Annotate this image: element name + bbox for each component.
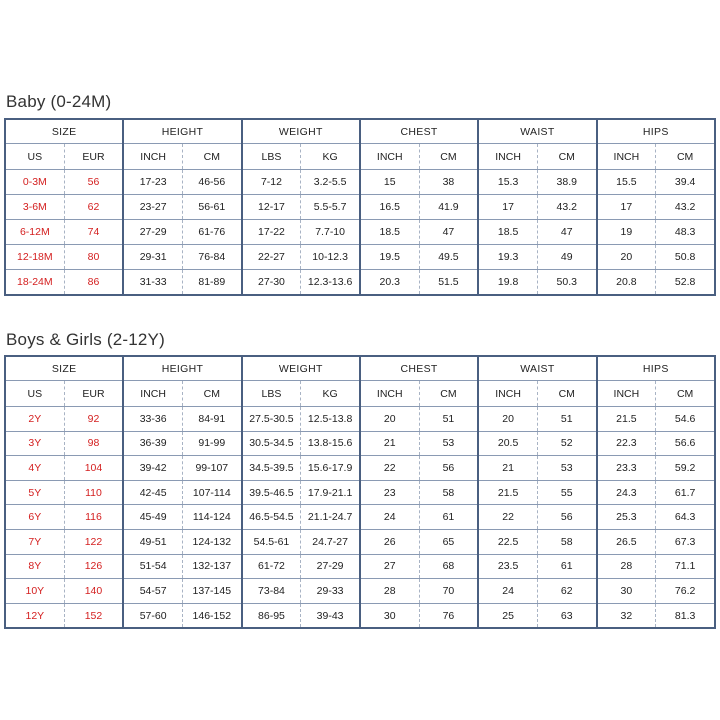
table-row — [5, 554, 715, 579]
measurement-cell: 57-60 — [123, 603, 182, 628]
column-group-header: WAIST — [478, 119, 596, 144]
size-cell: 18-24M — [5, 270, 64, 296]
column-group-header: WEIGHT — [242, 356, 360, 381]
measurement-cell: 10-12.3 — [301, 245, 360, 270]
measurement-cell: 51-54 — [123, 554, 182, 579]
measurement-cell: 23 — [360, 480, 419, 505]
column-group-header: HIPS — [597, 119, 715, 144]
measurement-cell: 17-23 — [123, 170, 182, 195]
measurement-cell: 29-33 — [301, 579, 360, 604]
unit-header: CM — [182, 144, 241, 170]
unit-header: INCH — [597, 381, 656, 407]
measurement-cell: 23-27 — [123, 195, 182, 220]
unit-header-row — [5, 144, 715, 170]
measurement-cell: 19.5 — [360, 245, 419, 270]
measurement-cell: 56.6 — [656, 431, 715, 456]
unit-header: CM — [419, 381, 478, 407]
unit-header: EUR — [64, 144, 123, 170]
measurement-cell: 24 — [360, 505, 419, 530]
size-cell: 80 — [64, 245, 123, 270]
size-cell: 62 — [64, 195, 123, 220]
measurement-cell: 41.9 — [419, 195, 478, 220]
measurement-cell: 39.5-46.5 — [242, 480, 301, 505]
measurement-cell: 42-45 — [123, 480, 182, 505]
measurement-cell: 51 — [419, 407, 478, 432]
measurement-cell: 7.7-10 — [301, 220, 360, 245]
measurement-cell: 54.6 — [656, 407, 715, 432]
measurement-cell: 38.9 — [537, 170, 596, 195]
group-header-row — [5, 119, 715, 144]
measurement-cell: 61-72 — [242, 554, 301, 579]
measurement-cell: 91-99 — [182, 431, 241, 456]
table-row — [5, 220, 715, 245]
unit-header: EUR — [64, 381, 123, 407]
size-cell: 12Y — [5, 603, 64, 628]
size-cell: 126 — [64, 554, 123, 579]
size-cell: 92 — [64, 407, 123, 432]
measurement-cell: 124-132 — [182, 529, 241, 554]
measurement-cell: 50.8 — [656, 245, 715, 270]
measurement-cell: 12-17 — [242, 195, 301, 220]
measurement-cell: 47 — [419, 220, 478, 245]
size-cell: 86 — [64, 270, 123, 296]
unit-header: INCH — [123, 381, 182, 407]
measurement-cell: 68 — [419, 554, 478, 579]
measurement-cell: 61.7 — [656, 480, 715, 505]
column-group-header: WEIGHT — [242, 119, 360, 144]
measurement-cell: 15 — [360, 170, 419, 195]
unit-header: KG — [301, 381, 360, 407]
measurement-cell: 23.5 — [478, 554, 537, 579]
size-cell: 152 — [64, 603, 123, 628]
column-group-header: CHEST — [360, 119, 478, 144]
measurement-cell: 20.5 — [478, 431, 537, 456]
measurement-cell: 51.5 — [419, 270, 478, 296]
measurement-cell: 56-61 — [182, 195, 241, 220]
size-cell: 7Y — [5, 529, 64, 554]
measurement-cell: 22.3 — [597, 431, 656, 456]
column-group-header: CHEST — [360, 356, 478, 381]
measurement-cell: 76.2 — [656, 579, 715, 604]
measurement-cell: 22 — [360, 456, 419, 481]
size-cell: 12-18M — [5, 245, 64, 270]
kids-size-table — [4, 355, 716, 629]
measurement-cell: 52 — [537, 431, 596, 456]
measurement-cell: 84-91 — [182, 407, 241, 432]
unit-header: CM — [537, 381, 596, 407]
measurement-cell: 28 — [360, 579, 419, 604]
measurement-cell: 34.5-39.5 — [242, 456, 301, 481]
measurement-cell: 18.5 — [478, 220, 537, 245]
measurement-cell: 73-84 — [242, 579, 301, 604]
measurement-cell: 56 — [419, 456, 478, 481]
unit-header: LBS — [242, 381, 301, 407]
measurement-cell: 15.6-17.9 — [301, 456, 360, 481]
measurement-cell: 51 — [537, 407, 596, 432]
column-group-header: HEIGHT — [123, 119, 241, 144]
column-group-header: HIPS — [597, 356, 715, 381]
measurement-cell: 7-12 — [242, 170, 301, 195]
measurement-cell: 58 — [419, 480, 478, 505]
measurement-cell: 76-84 — [182, 245, 241, 270]
measurement-cell: 21 — [478, 456, 537, 481]
measurement-cell: 36-39 — [123, 431, 182, 456]
measurement-cell: 19 — [597, 220, 656, 245]
measurement-cell: 45-49 — [123, 505, 182, 530]
unit-header: CM — [537, 144, 596, 170]
size-cell: 0-3M — [5, 170, 64, 195]
measurement-cell: 46-56 — [182, 170, 241, 195]
size-cell: 3Y — [5, 431, 64, 456]
measurement-cell: 70 — [419, 579, 478, 604]
measurement-cell: 59.2 — [656, 456, 715, 481]
table-row — [5, 480, 715, 505]
measurement-cell: 23.3 — [597, 456, 656, 481]
measurement-cell: 81.3 — [656, 603, 715, 628]
measurement-cell: 16.5 — [360, 195, 419, 220]
measurement-cell: 46.5-54.5 — [242, 505, 301, 530]
measurement-cell: 49 — [537, 245, 596, 270]
measurement-cell: 47 — [537, 220, 596, 245]
measurement-cell: 61-76 — [182, 220, 241, 245]
unit-header: US — [5, 381, 64, 407]
size-cell: 4Y — [5, 456, 64, 481]
size-cell: 116 — [64, 505, 123, 530]
measurement-cell: 99-107 — [182, 456, 241, 481]
measurement-cell: 26 — [360, 529, 419, 554]
unit-header: INCH — [478, 144, 537, 170]
measurement-cell: 24.3 — [597, 480, 656, 505]
measurement-cell: 21.5 — [597, 407, 656, 432]
kids-section-title: Boys & Girls (2-12Y) — [6, 330, 165, 349]
measurement-cell: 20.3 — [360, 270, 419, 296]
size-cell: 122 — [64, 529, 123, 554]
measurement-cell: 22 — [478, 505, 537, 530]
size-cell: 2Y — [5, 407, 64, 432]
measurement-cell: 5.5-5.7 — [301, 195, 360, 220]
measurement-cell: 63 — [537, 603, 596, 628]
measurement-cell: 49.5 — [419, 245, 478, 270]
measurement-cell: 21.1-24.7 — [301, 505, 360, 530]
measurement-cell: 27.5-30.5 — [242, 407, 301, 432]
measurement-cell: 43.2 — [537, 195, 596, 220]
measurement-cell: 71.1 — [656, 554, 715, 579]
column-group-header: SIZE — [5, 119, 123, 144]
measurement-cell: 39.4 — [656, 170, 715, 195]
measurement-cell: 28 — [597, 554, 656, 579]
size-cell: 6Y — [5, 505, 64, 530]
measurement-cell: 43.2 — [656, 195, 715, 220]
measurement-cell: 13.8-15.6 — [301, 431, 360, 456]
measurement-cell: 64.3 — [656, 505, 715, 530]
measurement-cell: 49-51 — [123, 529, 182, 554]
measurement-cell: 58 — [537, 529, 596, 554]
measurement-cell: 29-31 — [123, 245, 182, 270]
size-cell: 104 — [64, 456, 123, 481]
size-cell: 8Y — [5, 554, 64, 579]
table-row — [5, 456, 715, 481]
measurement-cell: 20 — [597, 245, 656, 270]
baby-section-title: Baby (0-24M) — [6, 92, 112, 111]
table-row — [5, 579, 715, 604]
measurement-cell: 39-43 — [301, 603, 360, 628]
unit-header-row — [5, 381, 715, 407]
unit-header: INCH — [360, 144, 419, 170]
unit-header: CM — [656, 144, 715, 170]
table-row — [5, 529, 715, 554]
measurement-cell: 50.3 — [537, 270, 596, 296]
measurement-cell: 20.8 — [597, 270, 656, 296]
measurement-cell: 27-29 — [123, 220, 182, 245]
measurement-cell: 15.5 — [597, 170, 656, 195]
measurement-cell: 20 — [478, 407, 537, 432]
measurement-cell: 146-152 — [182, 603, 241, 628]
measurement-cell: 17-22 — [242, 220, 301, 245]
measurement-cell: 62 — [537, 579, 596, 604]
measurement-cell: 18.5 — [360, 220, 419, 245]
unit-header: INCH — [123, 144, 182, 170]
measurement-cell: 54.5-61 — [242, 529, 301, 554]
size-cell: 10Y — [5, 579, 64, 604]
measurement-cell: 25 — [478, 603, 537, 628]
measurement-cell: 21.5 — [478, 480, 537, 505]
column-group-header: HEIGHT — [123, 356, 241, 381]
measurement-cell: 30 — [597, 579, 656, 604]
measurement-cell: 15.3 — [478, 170, 537, 195]
table-row — [5, 407, 715, 432]
measurement-cell: 132-137 — [182, 554, 241, 579]
measurement-cell: 53 — [537, 456, 596, 481]
measurement-cell: 32 — [597, 603, 656, 628]
measurement-cell: 12.5-13.8 — [301, 407, 360, 432]
size-cell: 140 — [64, 579, 123, 604]
measurement-cell: 27-29 — [301, 554, 360, 579]
measurement-cell: 52.8 — [656, 270, 715, 296]
measurement-cell: 17 — [478, 195, 537, 220]
unit-header: CM — [656, 381, 715, 407]
size-cell: 98 — [64, 431, 123, 456]
measurement-cell: 76 — [419, 603, 478, 628]
measurement-cell: 12.3-13.6 — [301, 270, 360, 296]
size-cell: 5Y — [5, 480, 64, 505]
measurement-cell: 20 — [360, 407, 419, 432]
table-row — [5, 245, 715, 270]
measurement-cell: 19.3 — [478, 245, 537, 270]
measurement-cell: 27 — [360, 554, 419, 579]
size-cell: 110 — [64, 480, 123, 505]
table-row — [5, 195, 715, 220]
measurement-cell: 67.3 — [656, 529, 715, 554]
table-row — [5, 603, 715, 628]
unit-header: CM — [419, 144, 478, 170]
measurement-cell: 17 — [597, 195, 656, 220]
measurement-cell: 54-57 — [123, 579, 182, 604]
measurement-cell: 24.7-27 — [301, 529, 360, 554]
table-row — [5, 431, 715, 456]
column-group-header: SIZE — [5, 356, 123, 381]
measurement-cell: 30.5-34.5 — [242, 431, 301, 456]
size-cell: 74 — [64, 220, 123, 245]
measurement-cell: 25.3 — [597, 505, 656, 530]
unit-header: INCH — [360, 381, 419, 407]
measurement-cell: 53 — [419, 431, 478, 456]
measurement-cell: 30 — [360, 603, 419, 628]
measurement-cell: 61 — [419, 505, 478, 530]
measurement-cell: 24 — [478, 579, 537, 604]
measurement-cell: 3.2-5.5 — [301, 170, 360, 195]
table-row — [5, 170, 715, 195]
column-group-header: WAIST — [478, 356, 596, 381]
measurement-cell: 19.8 — [478, 270, 537, 296]
measurement-cell: 81-89 — [182, 270, 241, 296]
measurement-cell: 22.5 — [478, 529, 537, 554]
measurement-cell: 107-114 — [182, 480, 241, 505]
measurement-cell: 26.5 — [597, 529, 656, 554]
size-cell: 3-6M — [5, 195, 64, 220]
measurement-cell: 114-124 — [182, 505, 241, 530]
measurement-cell: 56 — [537, 505, 596, 530]
unit-header: LBS — [242, 144, 301, 170]
measurement-cell: 17.9-21.1 — [301, 480, 360, 505]
size-cell: 56 — [64, 170, 123, 195]
measurement-cell: 38 — [419, 170, 478, 195]
size-cell: 6-12M — [5, 220, 64, 245]
group-header-row — [5, 356, 715, 381]
unit-header: INCH — [478, 381, 537, 407]
measurement-cell: 21 — [360, 431, 419, 456]
measurement-cell: 61 — [537, 554, 596, 579]
measurement-cell: 27-30 — [242, 270, 301, 296]
measurement-cell: 86-95 — [242, 603, 301, 628]
unit-header: CM — [182, 381, 241, 407]
measurement-cell: 33-36 — [123, 407, 182, 432]
measurement-cell: 55 — [537, 480, 596, 505]
table-row — [5, 505, 715, 530]
measurement-cell: 137-145 — [182, 579, 241, 604]
measurement-cell: 31-33 — [123, 270, 182, 296]
table-row — [5, 270, 715, 296]
unit-header: US — [5, 144, 64, 170]
measurement-cell: 48.3 — [656, 220, 715, 245]
measurement-cell: 22-27 — [242, 245, 301, 270]
baby-size-table — [4, 118, 716, 296]
measurement-cell: 39-42 — [123, 456, 182, 481]
unit-header: INCH — [597, 144, 656, 170]
measurement-cell: 65 — [419, 529, 478, 554]
unit-header: KG — [301, 144, 360, 170]
